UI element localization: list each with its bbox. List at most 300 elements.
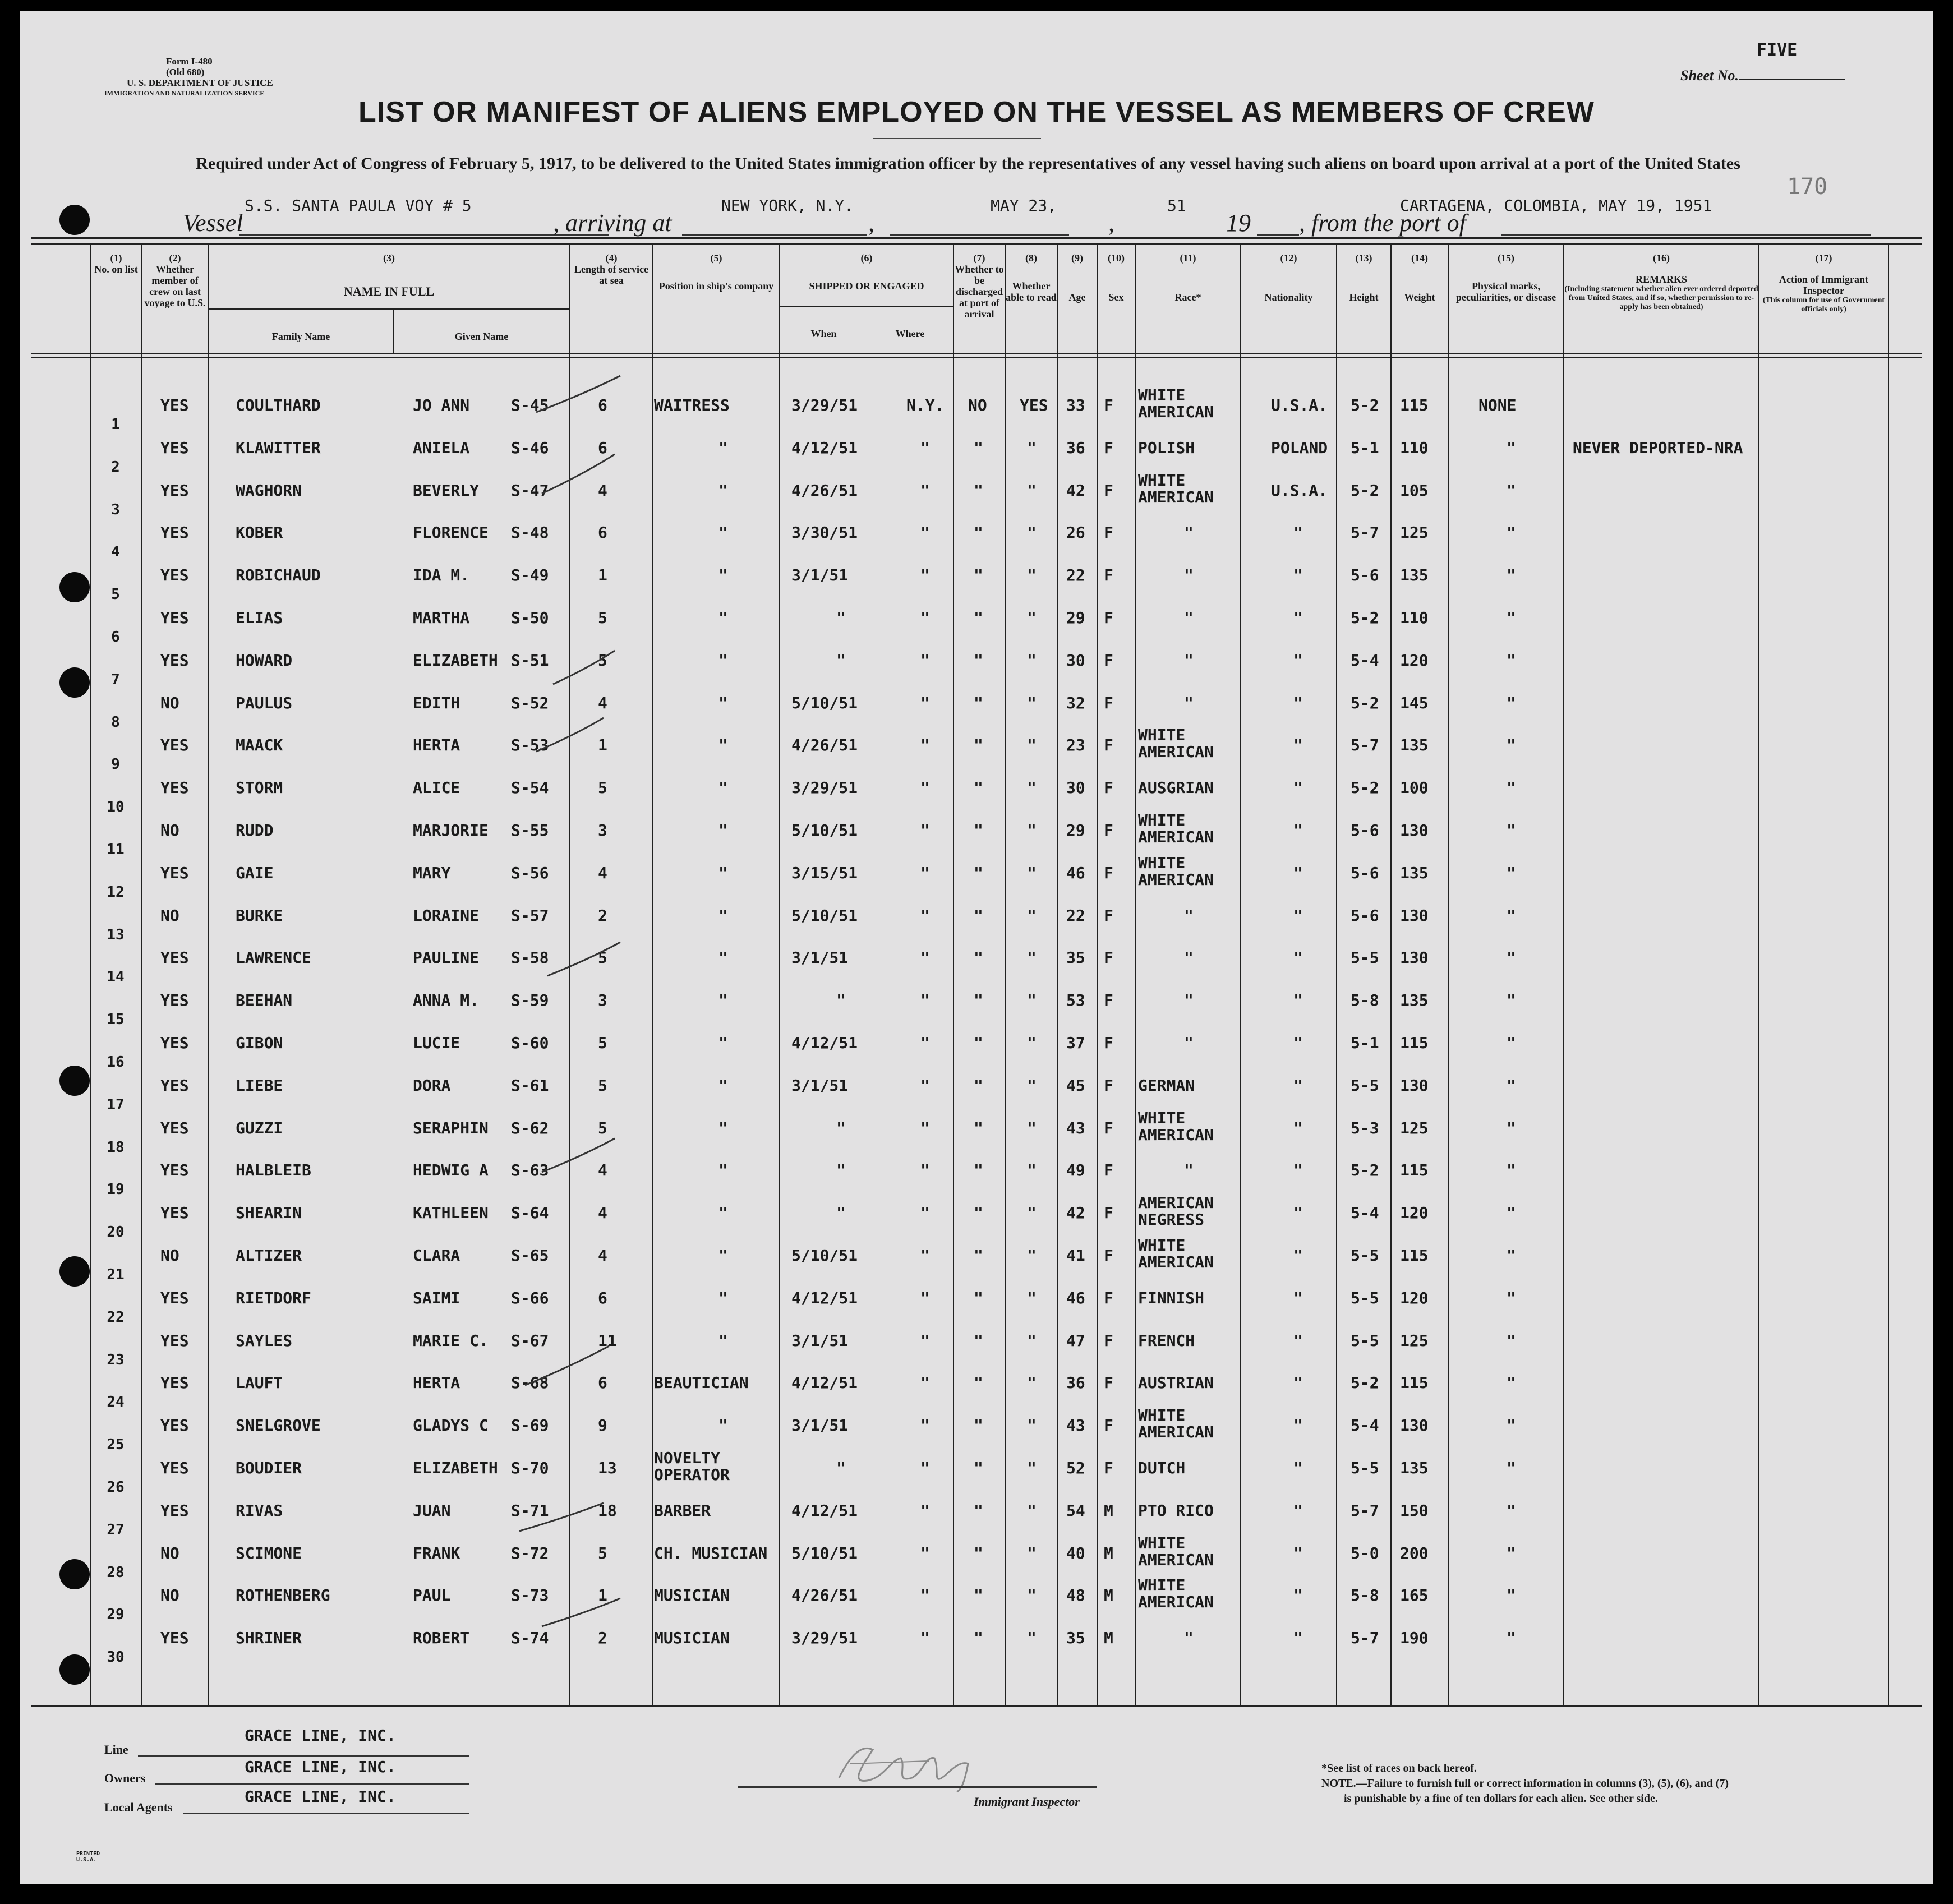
race-line: AMERICAN	[1138, 403, 1214, 421]
weight: 135	[1400, 991, 1429, 1010]
position: "	[718, 821, 728, 840]
crew-code: S-46	[511, 438, 549, 457]
position: "	[718, 608, 728, 627]
shipped-when: 4/12/51	[791, 1373, 858, 1393]
shipped-where: "	[920, 1288, 930, 1307]
service-years: 2	[598, 1629, 607, 1648]
height: 5-5	[1351, 1076, 1379, 1095]
crew-code: S-60	[511, 1034, 549, 1052]
row-number: 10	[107, 799, 125, 816]
race: AUSGRIAN	[1138, 778, 1214, 797]
service-years: 4	[598, 1161, 607, 1180]
agents-label: Local Agents	[104, 1800, 173, 1814]
family-name: RUDD	[236, 821, 274, 840]
position: "	[718, 778, 728, 797]
crew-status: YES	[160, 863, 189, 882]
race	[1138, 387, 1214, 421]
shipped-when: 3/1/51	[791, 948, 849, 967]
col-race-header: (11) Race*	[1174, 252, 1201, 303]
crew-code: S-55	[511, 821, 549, 840]
age: 22	[1066, 906, 1085, 925]
age: 37	[1066, 1034, 1085, 1052]
physical-marks: "	[1507, 1543, 1516, 1562]
crew-code: S-73	[511, 1586, 549, 1605]
shipped-where: "	[920, 1204, 930, 1223]
nationality: "	[1293, 1118, 1303, 1137]
row-number: 27	[107, 1521, 125, 1538]
crew-code: S-45	[511, 396, 549, 414]
shipped-when: 4/12/51	[791, 1501, 858, 1520]
shipped-when: "	[836, 1459, 846, 1477]
family-name: WAGHORN	[236, 481, 302, 500]
height: 5-6	[1351, 566, 1379, 585]
race-line: WHITE	[1138, 853, 1186, 872]
nationality: "	[1293, 778, 1303, 797]
sex: F	[1104, 1373, 1113, 1393]
service-years: 1	[598, 566, 607, 585]
crew-code: S-69	[511, 1416, 549, 1435]
able-to-read: "	[1027, 481, 1037, 500]
family-name: ALTIZER	[236, 1246, 302, 1265]
discharged: "	[974, 1416, 983, 1435]
physical-marks: "	[1507, 1586, 1516, 1605]
able-to-read: "	[1027, 1629, 1037, 1648]
shipped-where: "	[920, 1501, 930, 1520]
physical-marks: "	[1507, 1076, 1516, 1095]
sex: F	[1104, 693, 1113, 712]
service-years: 5	[598, 1118, 607, 1137]
height: 5-2	[1351, 396, 1379, 414]
family-name: ROBICHAUD	[236, 566, 321, 585]
race: FRENCH	[1138, 1331, 1195, 1350]
position: "	[718, 651, 728, 670]
sex: F	[1104, 1076, 1113, 1095]
form-number: Form I-480	[166, 56, 213, 67]
height: 5-1	[1351, 438, 1379, 457]
service-years: 18	[598, 1501, 617, 1520]
height: 5-0	[1351, 1543, 1379, 1562]
arriving-label: , arriving at	[553, 209, 672, 237]
race: "	[1184, 566, 1194, 585]
given-name: HEDWIG A	[413, 1161, 489, 1180]
race-note: *See list of races on back hereof.	[1321, 1762, 1477, 1774]
col-shipped-header: (6) SHIPPED OR ENGAGED	[809, 252, 924, 292]
pen-check-marks	[508, 359, 733, 1705]
race-line: AMERICAN	[1138, 743, 1214, 762]
weight: 115	[1400, 1246, 1429, 1265]
service-years: 2	[598, 906, 607, 925]
position: "	[718, 481, 728, 500]
pen-check-mark	[542, 1598, 620, 1626]
col-where-header: Where	[895, 328, 925, 339]
sex: F	[1104, 396, 1113, 414]
sex: F	[1104, 651, 1113, 670]
discharged: "	[974, 1586, 983, 1605]
shipped-when: 5/10/51	[791, 1543, 858, 1562]
nationality: "	[1293, 523, 1303, 542]
crew-code: S-74	[511, 1629, 549, 1648]
height: 5-5	[1351, 948, 1379, 967]
sex: F	[1104, 778, 1113, 797]
race	[1138, 812, 1214, 846]
service-years: 5	[598, 948, 607, 967]
nationality: "	[1293, 821, 1303, 840]
col-nationality-header: (12) Nationality	[1264, 252, 1313, 303]
given-name: HERTA	[413, 736, 460, 755]
crew-code: S-70	[511, 1459, 549, 1477]
crew-code: S-62	[511, 1118, 549, 1137]
physical-marks: "	[1507, 1204, 1516, 1223]
shipped-where: N.Y.	[906, 396, 945, 414]
nationality: U.S.A.	[1271, 481, 1328, 500]
family-name: MAACK	[236, 736, 283, 755]
discharged: "	[974, 778, 983, 797]
service-years: 6	[598, 523, 607, 542]
arrival-date-value: MAY 23,	[991, 196, 1057, 215]
weight: 135	[1400, 1459, 1429, 1477]
manifest-sheet	[20, 11, 1933, 1884]
race: AUSTRIAN	[1138, 1373, 1214, 1393]
service-years: 13	[598, 1459, 617, 1477]
family-name: HOWARD	[236, 651, 293, 670]
crew-status: NO	[160, 693, 179, 712]
shipped-where: "	[920, 693, 930, 712]
height: 5-5	[1351, 1331, 1379, 1350]
vessel-label: Vessel	[183, 209, 243, 237]
sex: F	[1104, 1161, 1113, 1180]
age: 47	[1066, 1331, 1085, 1350]
nationality: "	[1293, 991, 1303, 1010]
shipped-where: "	[920, 651, 930, 670]
vessel-value: S.S. SANTA PAULA VOY # 5	[245, 196, 472, 215]
height: 5-2	[1351, 608, 1379, 627]
crew-status: YES	[160, 736, 189, 755]
crew-code: S-64	[511, 1204, 549, 1223]
age: 29	[1066, 608, 1085, 627]
weight: 115	[1400, 1034, 1429, 1052]
col-when-header: When	[810, 328, 837, 339]
height: 5-6	[1351, 863, 1379, 882]
family-name: LAWRENCE	[236, 948, 311, 967]
shipped-when: "	[836, 1204, 846, 1223]
weight: 125	[1400, 1118, 1429, 1137]
crew-code: S-50	[511, 608, 549, 627]
physical-marks: "	[1507, 1629, 1516, 1648]
crew-code: S-58	[511, 948, 549, 967]
weight: 165	[1400, 1586, 1429, 1605]
shipped-where: "	[920, 523, 930, 542]
height: 5-7	[1351, 736, 1379, 755]
discharged: "	[974, 693, 983, 712]
position: "	[718, 523, 728, 542]
discharged: "	[974, 1288, 983, 1307]
shipped-where: "	[920, 566, 930, 585]
weight: 200	[1400, 1543, 1429, 1562]
row-number: 15	[107, 1011, 125, 1029]
family-name: BURKE	[236, 906, 283, 925]
crew-code: S-72	[511, 1543, 549, 1562]
shipped-when: 3/29/51	[791, 1629, 858, 1648]
given-name: SAIMI	[413, 1288, 460, 1307]
age: 52	[1066, 1459, 1085, 1477]
shipped-when: 5/10/51	[791, 906, 858, 925]
service-years: 6	[598, 1288, 607, 1307]
family-name: HALBLEIB	[236, 1161, 311, 1180]
col-action-header: (17) Action of Immigrant Inspector (This column for use of Government officials only)	[1762, 252, 1885, 314]
crew-code: S-63	[511, 1161, 549, 1180]
shipped-when: 3/1/51	[791, 566, 849, 585]
discharged: "	[974, 991, 983, 1010]
shipped-when: 3/15/51	[791, 863, 858, 882]
crew-code: S-65	[511, 1246, 549, 1265]
service-years: 4	[598, 863, 607, 882]
nationality: "	[1293, 1501, 1303, 1520]
physical-marks: "	[1507, 1459, 1516, 1477]
crew-status: NO	[160, 1543, 179, 1562]
sex: F	[1104, 1034, 1113, 1052]
able-to-read: YES	[1020, 396, 1048, 414]
sex: F	[1104, 948, 1113, 967]
owners-label: Owners	[104, 1771, 146, 1785]
age: 48	[1066, 1586, 1085, 1605]
height: 5-5	[1351, 1246, 1379, 1265]
crew-status: NO	[160, 906, 179, 925]
crew-code: S-57	[511, 906, 549, 925]
crew-code: S-51	[511, 651, 549, 670]
col-crew-header: (2) Whether member of crew on last voyage to U.S.	[144, 252, 206, 308]
crew-status: YES	[160, 1034, 189, 1052]
col-weight-header: (14) Weight	[1404, 252, 1435, 303]
able-to-read: "	[1027, 1416, 1037, 1435]
position: BEAUTICIAN	[654, 1373, 749, 1393]
shipped-where: "	[920, 778, 930, 797]
race-line: WHITE	[1138, 471, 1186, 490]
crew-status: YES	[160, 651, 189, 670]
crew-code: S-59	[511, 991, 549, 1010]
punch-hole	[59, 205, 90, 235]
able-to-read: "	[1027, 438, 1037, 457]
given-name: GLADYS C	[413, 1416, 489, 1435]
sex: F	[1104, 991, 1113, 1010]
race: FINNISH	[1138, 1288, 1205, 1307]
shipped-where: "	[920, 1543, 930, 1562]
able-to-read: "	[1027, 608, 1037, 627]
race-line: AMERICAN	[1138, 1253, 1214, 1271]
service-years: 4	[598, 693, 607, 712]
discharged: "	[974, 481, 983, 500]
physical-marks: "	[1507, 1034, 1516, 1052]
position: "	[718, 1076, 728, 1095]
physical-marks: NONE	[1478, 396, 1517, 414]
discharged: "	[974, 863, 983, 882]
col-sex-header: (10) Sex	[1108, 252, 1125, 303]
row-number: 24	[107, 1394, 125, 1411]
nationality: "	[1293, 1543, 1303, 1562]
age: 26	[1066, 523, 1085, 542]
given-name: MARJORIE	[413, 821, 489, 840]
age: 36	[1066, 1373, 1085, 1393]
position: "	[718, 693, 728, 712]
given-name: LUCIE	[413, 1034, 460, 1052]
shipped-where: "	[920, 863, 930, 882]
age: 23	[1066, 736, 1085, 755]
department-name: U. S. DEPARTMENT OF JUSTICE	[127, 77, 273, 88]
service-years: 4	[598, 1204, 607, 1223]
family-name: BEEHAN	[236, 991, 293, 1010]
col-read-header: (8) Whether able to read	[1006, 252, 1057, 303]
col-position-header: (5) Position in ship's company	[658, 252, 774, 292]
shipped-when: 5/10/51	[791, 693, 858, 712]
pen-check-mark	[536, 718, 604, 752]
row-number: 12	[107, 883, 125, 901]
shipped-when: "	[836, 651, 846, 670]
shipped-when: 4/26/51	[791, 736, 858, 755]
given-name: ANIELA	[413, 438, 470, 457]
physical-marks: "	[1507, 906, 1516, 925]
race: "	[1184, 906, 1194, 925]
crew-status: YES	[160, 1501, 189, 1520]
position-line: OPERATOR	[654, 1465, 730, 1484]
col-height-header: (13) Height	[1349, 252, 1379, 303]
height: 5-1	[1351, 1034, 1379, 1052]
able-to-read: "	[1027, 651, 1037, 670]
age: 54	[1066, 1501, 1085, 1520]
weight: 130	[1400, 906, 1429, 925]
height: 5-7	[1351, 1501, 1379, 1520]
crew-status: NO	[160, 1246, 179, 1265]
discharged: "	[974, 1629, 983, 1648]
punch-hole	[59, 1654, 90, 1685]
printer-mark: PRINTED U.S.A.	[76, 1851, 100, 1863]
given-name: JO ANN	[413, 396, 470, 414]
weight: 150	[1400, 1501, 1429, 1520]
weight: 130	[1400, 821, 1429, 840]
race-line: WHITE	[1138, 1576, 1186, 1595]
row-number: 18	[107, 1138, 125, 1156]
crew-status: YES	[160, 1459, 189, 1477]
shipped-where: "	[920, 1118, 930, 1137]
height: 5-7	[1351, 1629, 1379, 1648]
race: "	[1184, 1629, 1194, 1648]
able-to-read: "	[1027, 1204, 1037, 1223]
given-name: BEVERLY	[413, 481, 480, 500]
crew-code: S-56	[511, 863, 549, 882]
family-name: PAULUS	[236, 693, 293, 712]
family-name: GIBON	[236, 1034, 283, 1052]
discharged: "	[974, 906, 983, 925]
family-name: RIETDORF	[236, 1288, 311, 1307]
shipped-when: 3/1/51	[791, 1416, 849, 1435]
shipped-where: "	[920, 736, 930, 755]
crew-status: YES	[160, 1629, 189, 1648]
crew-status: YES	[160, 1416, 189, 1435]
age: 42	[1066, 1204, 1085, 1223]
weight: 190	[1400, 1629, 1429, 1648]
arriving-value: NEW YORK, N.Y.	[721, 196, 854, 215]
able-to-read: "	[1027, 1288, 1037, 1307]
crew-code: S-54	[511, 778, 549, 797]
discharged: "	[974, 1331, 983, 1350]
family-name: GAIE	[236, 863, 274, 882]
able-to-read: "	[1027, 1331, 1037, 1350]
service-years: 6	[598, 396, 607, 414]
discharged: "	[974, 651, 983, 670]
race	[1138, 1195, 1214, 1228]
col-given-name-header: Given Name	[454, 331, 509, 342]
able-to-read: "	[1027, 1161, 1037, 1180]
row-number: 4	[111, 543, 120, 561]
race	[1138, 855, 1214, 888]
given-name: CLARA	[413, 1246, 460, 1265]
sex: F	[1104, 438, 1113, 457]
height: 5-8	[1351, 991, 1379, 1010]
able-to-read: "	[1027, 1076, 1037, 1095]
race: PTO RICO	[1138, 1501, 1214, 1520]
crew-code: S-49	[511, 566, 549, 585]
position: "	[718, 1331, 728, 1350]
discharged: NO	[968, 396, 987, 414]
given-name: ELIZABETH	[413, 651, 498, 670]
service-years: 6	[598, 1373, 607, 1393]
col-marks-header: (15) Physical marks, peculiarities, or disease	[1455, 252, 1556, 303]
height: 5-2	[1351, 1161, 1379, 1180]
discharged: "	[974, 438, 983, 457]
row-number: 30	[107, 1649, 125, 1666]
pen-check-mark	[553, 651, 615, 684]
owners-value: GRACE LINE, INC.	[245, 1758, 396, 1776]
shipped-when: "	[836, 608, 846, 627]
race: "	[1184, 608, 1194, 627]
family-name: SNELGROVE	[236, 1416, 321, 1435]
comma: ,	[1108, 209, 1114, 237]
row-number: 28	[107, 1564, 125, 1581]
pen-check-mark	[536, 376, 620, 412]
service-years: 5	[598, 1034, 607, 1052]
service-years: 5	[598, 1076, 607, 1095]
shipped-where: "	[920, 1373, 930, 1393]
race: GERMAN	[1138, 1076, 1195, 1095]
weight: 105	[1400, 481, 1429, 500]
nationality: "	[1293, 693, 1303, 712]
race: "	[1184, 693, 1194, 712]
nationality: "	[1293, 1204, 1303, 1223]
race-line: NEGRESS	[1138, 1210, 1205, 1229]
age: 53	[1066, 991, 1085, 1010]
height: 5-2	[1351, 778, 1379, 797]
from-port-label: , from the port of	[1299, 209, 1466, 237]
given-name: ROBERT	[413, 1629, 470, 1648]
row-number: 21	[107, 1266, 125, 1283]
able-to-read: "	[1027, 1586, 1037, 1605]
given-name: DORA	[413, 1076, 451, 1095]
race	[1138, 1535, 1214, 1569]
row-number: 1	[111, 416, 120, 433]
age: 35	[1066, 1629, 1085, 1648]
race-line: WHITE	[1138, 1406, 1186, 1425]
crew-code: S-52	[511, 693, 549, 712]
weight: 130	[1400, 948, 1429, 967]
remarks: NEVER DEPORTED-NRA	[1573, 438, 1743, 457]
sex: M	[1104, 1586, 1113, 1605]
col-family-name-header: Family Name	[271, 331, 330, 342]
given-name: MARIE C.	[413, 1331, 489, 1350]
physical-marks: "	[1507, 1161, 1516, 1180]
able-to-read: "	[1027, 948, 1037, 967]
shipped-when: "	[836, 991, 846, 1010]
race-line: WHITE	[1138, 1236, 1186, 1255]
weight: 120	[1400, 651, 1429, 670]
discharged: "	[974, 523, 983, 542]
